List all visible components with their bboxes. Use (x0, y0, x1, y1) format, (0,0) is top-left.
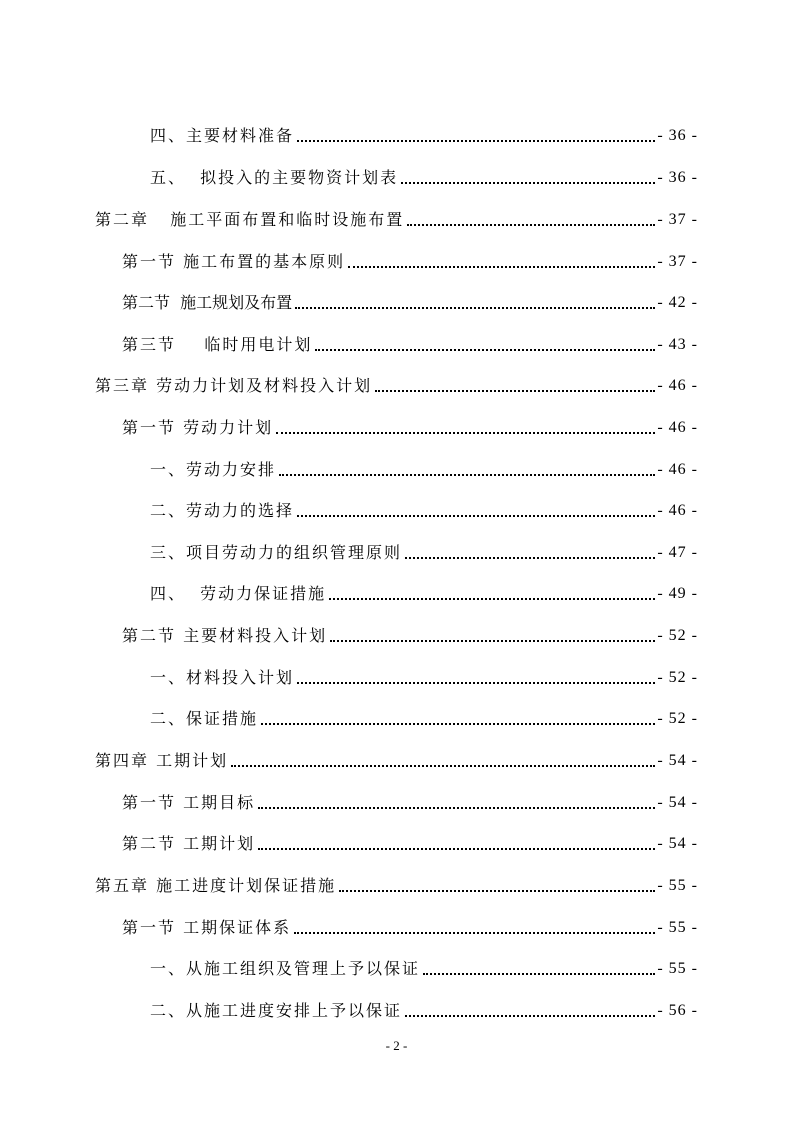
toc-dot-leader (339, 890, 655, 892)
toc-entry-title: 第三节 临时用电计划 (122, 335, 313, 354)
toc-dot-leader (330, 640, 655, 642)
toc-dot-leader (329, 598, 655, 600)
toc-dot-leader (258, 807, 655, 809)
toc-entry[interactable] (122, 331, 698, 355)
toc-entry-title: 一、劳动力安排 (150, 460, 277, 479)
toc-entry-title: 第五章 施工进度计划保证措施 (95, 876, 337, 895)
toc-entry-page: - 52 - (657, 710, 698, 727)
toc-entry-page: - 54 - (657, 835, 698, 852)
toc-entry[interactable] (95, 747, 698, 771)
toc-dot-leader (276, 432, 655, 434)
toc-entry-title: 二、保证措施 (150, 709, 259, 728)
toc-entry-title: 第一节 工期保证体系 (122, 918, 292, 937)
toc-dot-leader (297, 515, 655, 517)
toc-entry[interactable] (150, 497, 698, 521)
toc-entry[interactable] (122, 914, 698, 938)
toc-entry[interactable] (122, 622, 698, 646)
toc-entry[interactable] (95, 872, 698, 896)
toc-entry[interactable] (150, 664, 698, 688)
toc-entry[interactable] (150, 539, 698, 563)
toc-entry-page: - 46 - (657, 419, 698, 436)
toc-entry-title: 第一节 施工布置的基本原则 (122, 252, 346, 271)
toc-entry[interactable] (150, 955, 698, 979)
toc-entry[interactable] (122, 789, 698, 813)
toc-dot-leader (405, 1015, 655, 1017)
toc-entry[interactable] (122, 414, 698, 438)
toc-entry-page: - 36 - (657, 169, 698, 186)
toc-entry-page: - 54 - (657, 752, 698, 769)
toc-entry-page: - 52 - (657, 627, 698, 644)
toc-dot-leader (401, 182, 655, 184)
toc-entry-page: - 47 - (657, 544, 698, 561)
toc-entry[interactable] (122, 289, 698, 313)
page-number: - 2 - (385, 1038, 408, 1053)
toc-dot-leader (294, 932, 655, 934)
toc-entry[interactable] (150, 997, 698, 1021)
toc-dot-leader (407, 224, 655, 226)
toc-entry-page: - 46 - (657, 377, 698, 394)
toc-entry-title: 一、从施工组织及管理上予以保证 (150, 959, 421, 978)
toc-dot-leader (297, 682, 655, 684)
toc-dot-leader (405, 557, 655, 559)
toc-entry-page: - 42 - (657, 294, 698, 311)
toc-entry-page: - 54 - (657, 794, 698, 811)
toc-entry-page: - 55 - (657, 960, 698, 977)
toc-entry-title: 二、劳动力的选择 (150, 501, 295, 520)
toc-entry-title: 一、材料投入计划 (150, 668, 295, 687)
toc-dot-leader (297, 140, 655, 142)
toc-entry-title: 第三章 劳动力计划及材料投入计划 (95, 376, 373, 395)
toc-dot-leader (258, 848, 655, 850)
toc-entry-title: 第一节 工期目标 (122, 793, 256, 812)
toc-entry-title: 第一节 劳动力计划 (122, 418, 274, 437)
toc-entry-page: - 46 - (657, 502, 698, 519)
toc-entry[interactable] (122, 830, 698, 854)
toc-entry-page: - 36 - (657, 127, 698, 144)
toc-entry-title: 第二节 施工规划及布置 (122, 293, 293, 312)
toc-dot-leader (295, 307, 655, 309)
toc-entry-title: 第二章 施工平面布置和临时设施布置 (95, 210, 405, 229)
toc-entry-page: - 43 - (657, 336, 698, 353)
toc-entry[interactable] (150, 705, 698, 729)
toc-entry-page: - 37 - (657, 211, 698, 228)
toc-entry[interactable] (150, 164, 698, 188)
toc-entry-title: 二、从施工进度安排上予以保证 (150, 1001, 403, 1020)
toc-dot-leader (423, 973, 655, 975)
toc-entry-title: 三、项目劳动力的组织管理原则 (150, 543, 403, 562)
toc-entry-title: 四、主要材料准备 (150, 126, 295, 145)
toc-entry-page: - 55 - (657, 877, 698, 894)
toc-entry-title: 四、 劳动力保证措施 (150, 584, 327, 603)
toc-entry-title: 五、 拟投入的主要物资计划表 (150, 168, 399, 187)
toc-entry-page: - 52 - (657, 669, 698, 686)
toc-entry-page: - 37 - (657, 253, 698, 270)
toc-dot-leader (261, 723, 655, 725)
toc-entry[interactable] (150, 456, 698, 480)
toc-entry[interactable] (150, 580, 698, 604)
toc-entry-page: - 55 - (657, 919, 698, 936)
toc-entry[interactable] (150, 122, 698, 146)
toc-dot-leader (231, 765, 655, 767)
toc-dot-leader (315, 349, 655, 351)
toc-dot-leader (375, 390, 655, 392)
toc-entry-page: - 56 - (657, 1002, 698, 1019)
toc-entry-title: 第二节 工期计划 (122, 834, 256, 853)
toc-entry-page: - 46 - (657, 461, 698, 478)
toc-dot-leader (348, 266, 655, 268)
toc-entry-title: 第二节 主要材料投入计划 (122, 626, 328, 645)
toc-dot-leader (279, 474, 655, 476)
toc-entry[interactable] (95, 372, 698, 396)
toc-entry[interactable] (95, 206, 698, 230)
toc-entry[interactable] (122, 248, 698, 272)
toc-entry-title: 第四章 工期计划 (95, 751, 229, 770)
toc-entry-page: - 49 - (657, 585, 698, 602)
